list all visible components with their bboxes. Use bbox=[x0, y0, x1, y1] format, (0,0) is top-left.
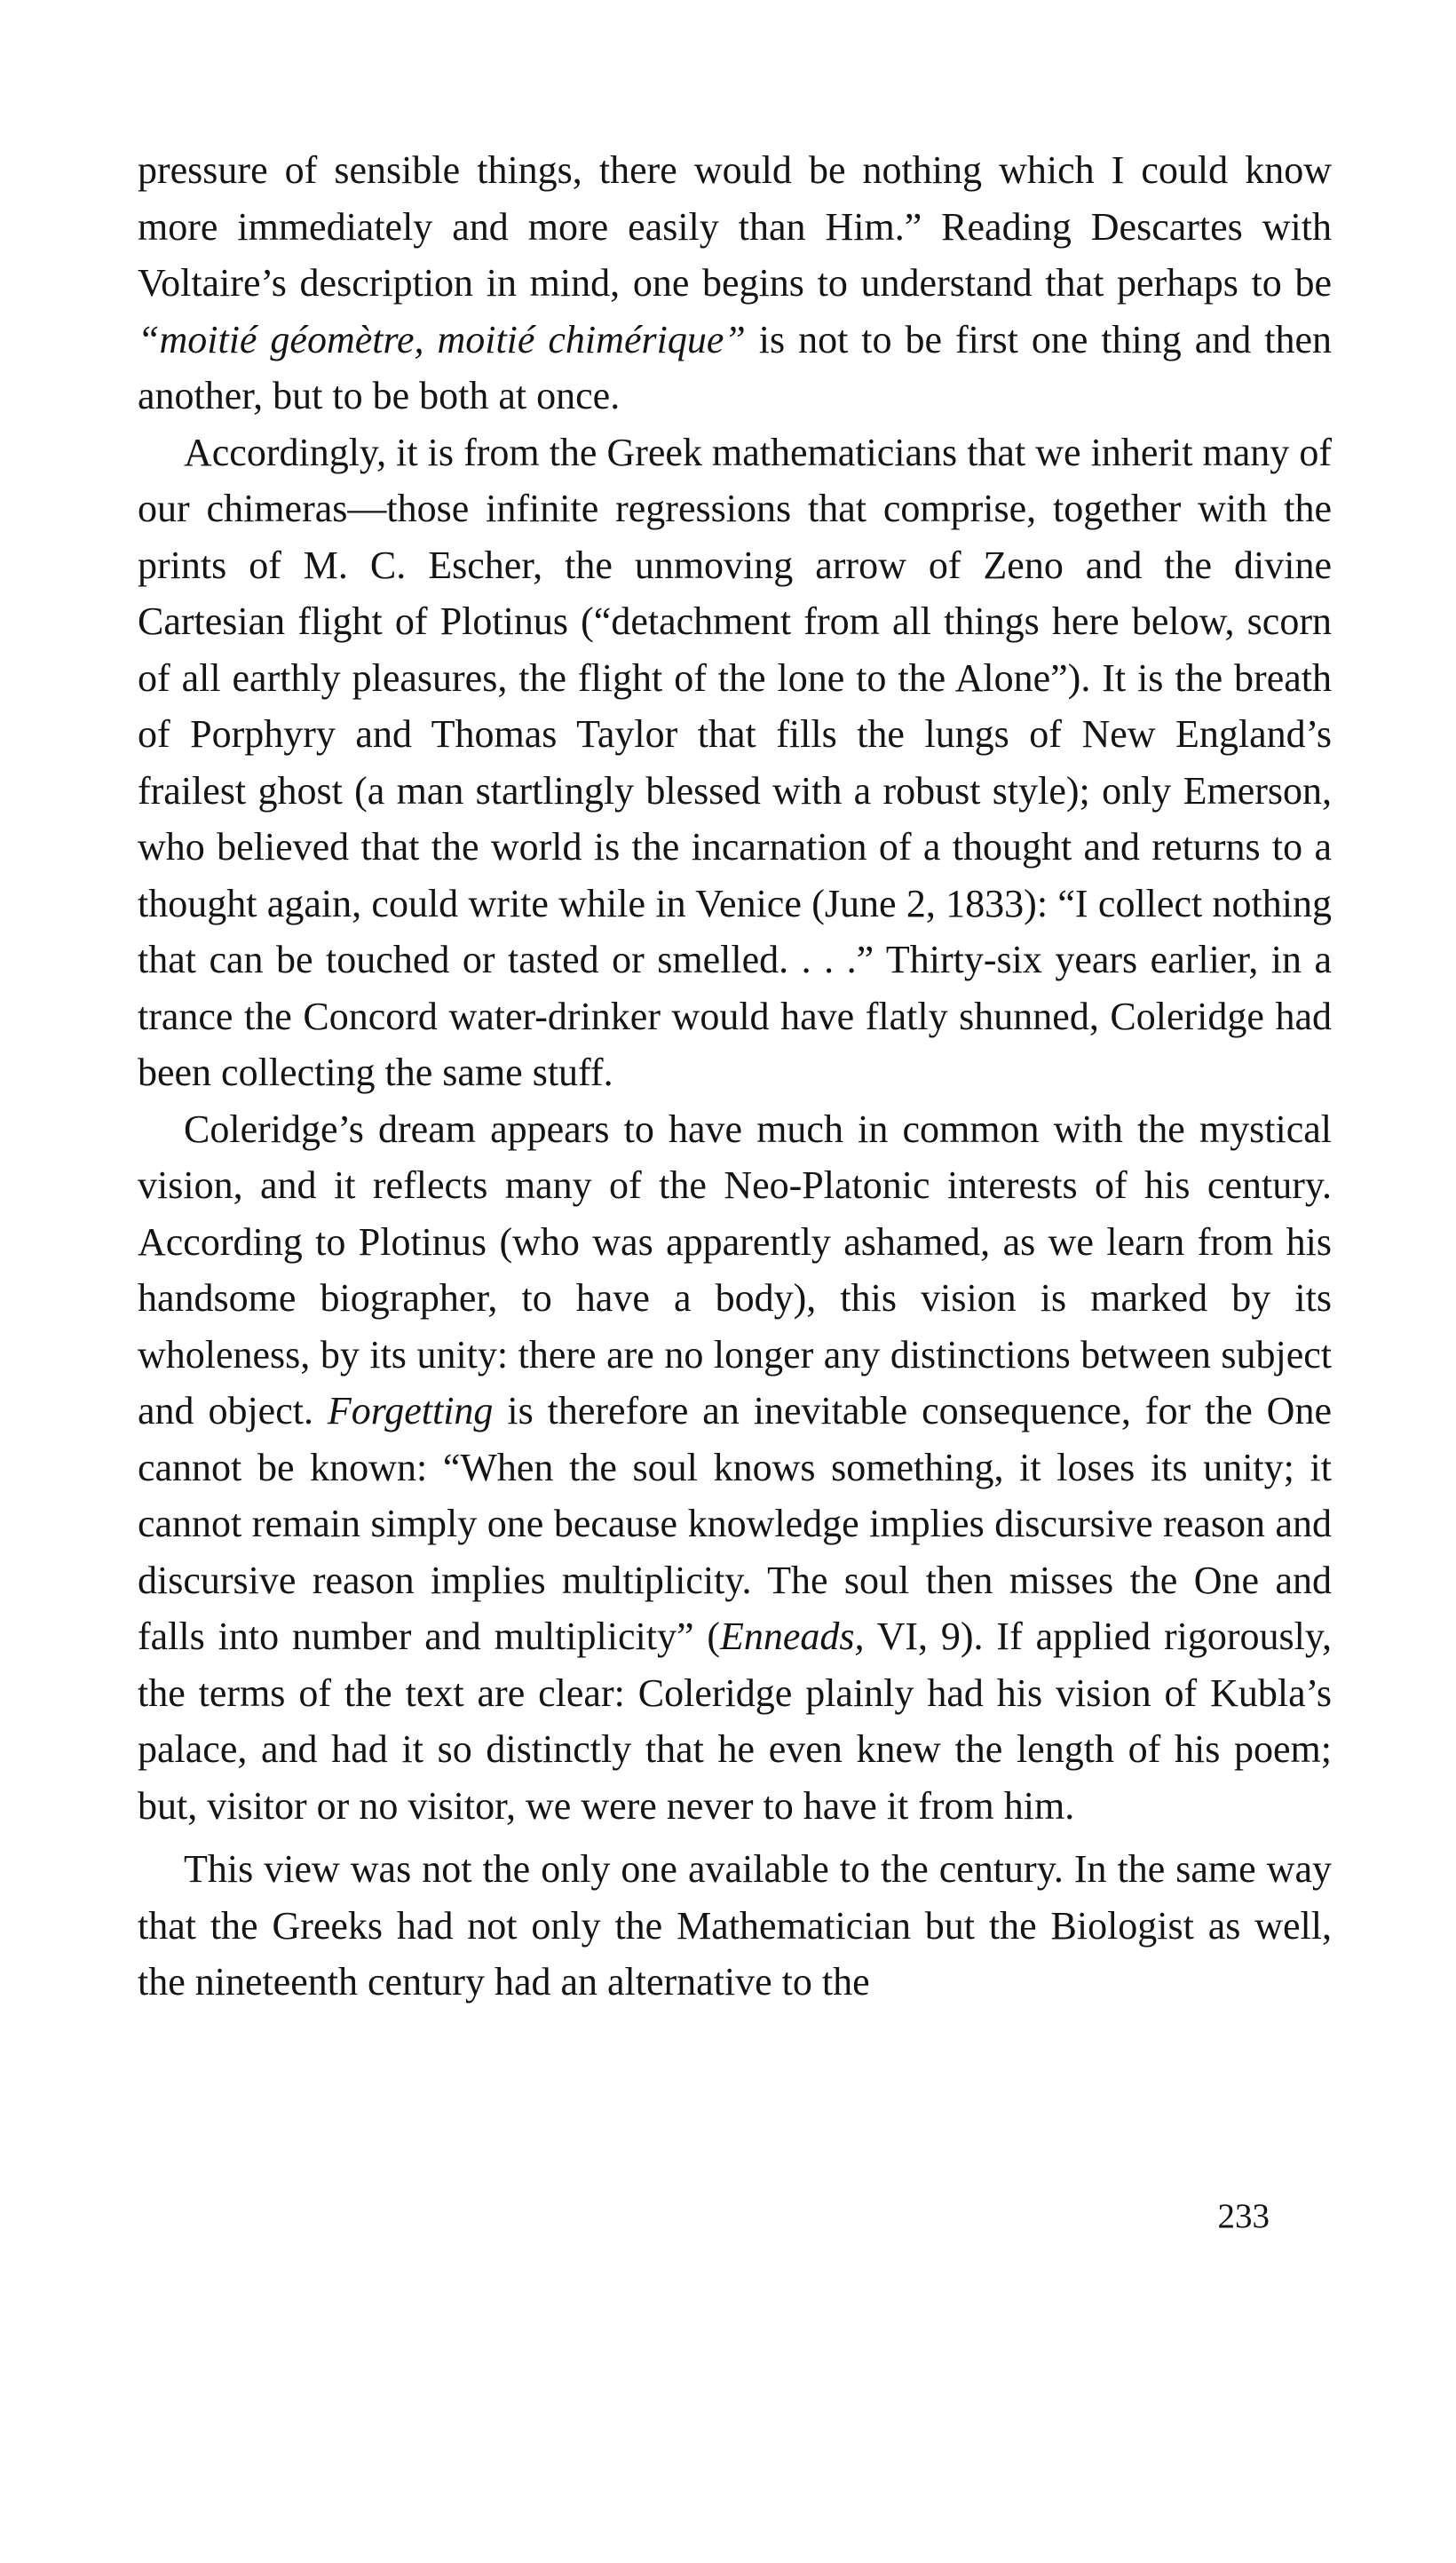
paragraph-1: pressure of sensible things, there would be nothing which I could know more immediately and more easily than Him.” Reading Descartes with Voltaire’s description in mind, one begins to understand that perhaps to be “moitié géomètre, moitié chimérique” is not to be first one thing and then another, but to be both at once. bbox=[138, 148, 1332, 417]
paragraph-3: Coleridge’s dream appears to have much in common with the mystical vision, and it reflects many of the Neo-Platonic interests of his century. According to Plotinus (who was apparently ashamed, as we learn from his handsome biographer, to have a body), this vision is marked by its wholeness, by its unity: there are no longer any distinctions between subject and object. Forgetting is therefore an inevitable consequence, for the One cannot be known: “When the soul knows something, it loses its unity; it cannot remain simply one because knowledge implies discursive reason and discursive reason implies multiplicity. The soul then misses the One and falls into number and multiplicity” (Enneads, VI, 9). If applied rigorously, the terms of the text are clear: Coleridge plainly had his vision of Kubla’s palace, and had it so distinctly that he even knew the length of his poem; but, visitor or no visitor, we were never to have it from him. bbox=[138, 1107, 1332, 1828]
page-number: 233 bbox=[1217, 2197, 1270, 2235]
paragraph-2: Accordingly, it is from the Greek mathematicians that we inherit many of our chimeras—those infinite regressions that comprise, together with the prints of M. C. Escher, the unmoving arrow of Zeno and the divine Cartesian flight of Plotinus (“detachment from all things here below, scorn of all earthly pleasures, the flight of the lone to the Alone”). It is the breath of Porphyry and Thomas Taylor that fills the lungs of New England’s frailest ghost (a man startlingly blessed with a robust style); only Emerson, who believed that the world is the incarnation of a thought and returns to a thought again, could write while in Venice (June 2, 1833): “I collect nothing that can be touched or tasted or smelled. . . .” Thirty-six years earlier, in a trance the Concord water-drinker would have flatly shunned, Coleridge had been collecting the same stuff. bbox=[138, 430, 1332, 1094]
body-text bbox=[138, 142, 1332, 2011]
paragraph-4: This view was not the only one available to the century. In the same way that the Greeks had not only the Mathematician but the Biologist as well, the nineteenth century had an alternative to the bbox=[138, 1847, 1332, 2004]
